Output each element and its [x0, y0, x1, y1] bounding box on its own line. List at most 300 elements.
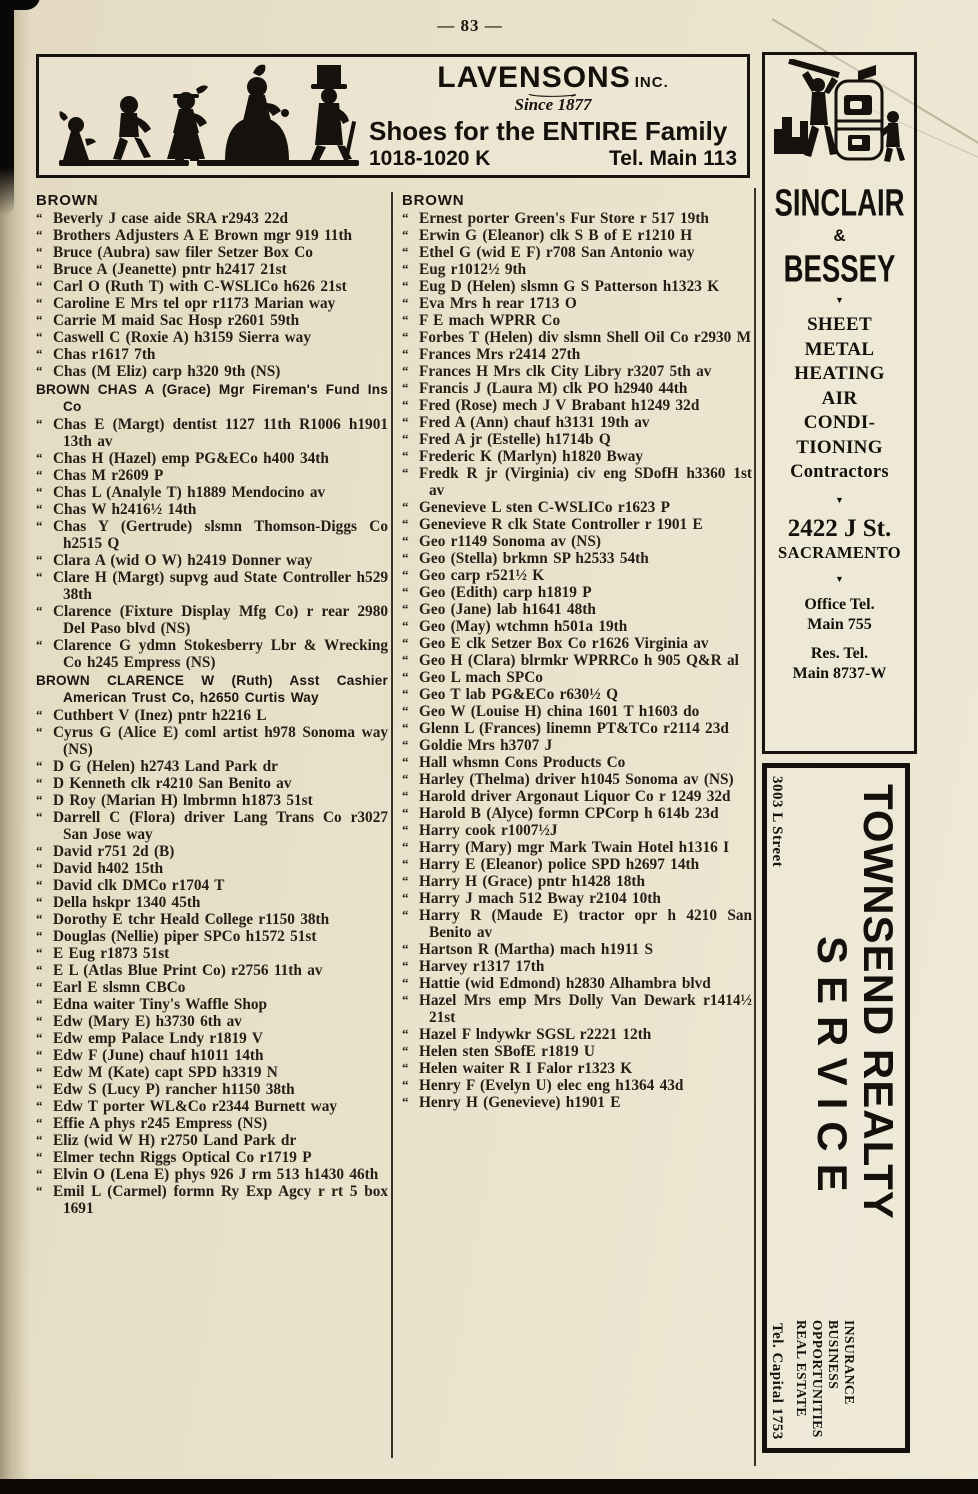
entry-text: Harold driver Argonaut Liquor Co r 1249 32d — [419, 788, 731, 805]
ditto-mark: “ — [36, 707, 43, 722]
ditto-mark: “ — [402, 465, 409, 480]
ditto-mark: “ — [402, 278, 409, 293]
directory-entry — [402, 788, 752, 805]
entry-text: Helen waiter R I Falor r1323 K — [419, 1060, 633, 1077]
directory-entry — [402, 550, 752, 567]
directory-entry — [402, 839, 752, 856]
ditto-mark: “ — [402, 567, 409, 582]
entry-text: Ernest porter Green's Fur Store r 517 19th — [419, 210, 709, 227]
entry-text: Glenn L (Frances) linemn PT&TCo r2114 23d — [419, 720, 729, 737]
directory-entry — [402, 890, 752, 907]
ditto-mark: “ — [36, 227, 43, 242]
office-telephone — [765, 595, 914, 635]
directory-entry — [36, 603, 388, 637]
entry-text: Chas r1617 7th — [53, 346, 156, 363]
service-line: TIONING — [796, 436, 883, 458]
directory-entry — [36, 928, 388, 945]
ditto-mark: “ — [402, 363, 409, 378]
entry-text: Clarence G ydmn Stokesberry Lbr & Wrecking Co h245 Empress (NS) — [53, 637, 388, 671]
surname-header: BROWN — [402, 192, 465, 209]
directory-entry — [402, 431, 752, 448]
sinclair-services — [765, 313, 914, 485]
directory-entry — [402, 958, 752, 975]
ditto-mark: “ — [402, 890, 409, 905]
entry-text: Beverly J case aide SRA r2943 22d — [53, 210, 289, 227]
directory-entry — [402, 703, 752, 720]
sinclair-city: SACRAMENTO — [778, 543, 901, 562]
ditto-mark: “ — [36, 1064, 43, 1079]
directory-entry — [36, 1030, 388, 1047]
ditto-mark: “ — [36, 979, 43, 994]
entry-text: D G (Helen) h2743 Land Park dr — [53, 758, 278, 775]
surname-header: BROWN — [36, 192, 99, 209]
directory-entry-bold — [36, 382, 388, 415]
entry-text: Henry F (Evelyn U) elec eng h1364 43d — [419, 1077, 684, 1094]
entry-text: Fred A (Ann) chauf h3131 19th av — [419, 414, 650, 431]
directory-entry — [36, 1149, 388, 1166]
ditto-mark: “ — [402, 839, 409, 854]
ditto-mark: “ — [36, 467, 43, 482]
entry-text: BROWN CLARENCE W (Ruth) Asst Cashier American Trust Co, h2650 Curtis Way — [36, 673, 388, 705]
ditto-mark: “ — [36, 278, 43, 293]
entry-text: David clk DMCo r1704 T — [53, 877, 225, 894]
ditto-mark: “ — [36, 843, 43, 858]
townsend-phone: Tel. Capital 1753 — [769, 1323, 785, 1440]
entry-text: Bruce (Aubra) saw filer Setzer Box Co — [53, 244, 313, 261]
directory-entry — [402, 567, 752, 584]
entry-text: Clara A (wid O W) h2419 Donner way — [53, 552, 313, 569]
directory-entry — [402, 584, 752, 601]
entry-text: Geo T lab PG&ECo r630½ Q — [419, 686, 619, 703]
entry-text: Eliz (wid W H) r2750 Land Park dr — [53, 1132, 297, 1149]
ditto-mark: “ — [402, 210, 409, 225]
entry-text: Chas H (Hazel) emp PG&ECo h400 34th — [53, 450, 329, 467]
directory-entry — [402, 907, 752, 941]
ditto-mark: “ — [402, 346, 409, 361]
entry-text: Goldie Mrs h3707 J — [419, 737, 553, 754]
lavensons-phone: Tel. Main 113 — [609, 147, 737, 170]
entry-text: Caswell C (Roxie A) h3159 Sierra way — [53, 329, 311, 346]
directory-entry — [402, 669, 752, 686]
ditto-mark: “ — [36, 945, 43, 960]
ditto-mark: “ — [402, 992, 409, 1007]
directory-entry — [402, 1060, 752, 1077]
lavensons-shoes-ad — [36, 54, 750, 178]
directory-entry — [402, 873, 752, 890]
scan-bottom-black-bar — [0, 1479, 978, 1494]
ditto-mark: “ — [36, 261, 43, 276]
ditto-mark: “ — [36, 1149, 43, 1164]
ditto-mark: “ — [402, 1094, 409, 1109]
down-triangle-icon: ▼ — [835, 574, 844, 584]
entry-text: Edw F (June) chauf h1011 14th — [53, 1047, 264, 1064]
ditto-mark: “ — [36, 792, 43, 807]
directory-entry — [36, 945, 388, 962]
ditto-mark: “ — [402, 618, 409, 633]
entry-text: Earl E slsmn CBCo — [53, 979, 186, 996]
directory-entry — [402, 312, 752, 329]
directory-entry — [36, 1166, 388, 1183]
directory-entry — [36, 346, 388, 363]
directory-entry — [402, 992, 752, 1026]
ditto-mark: “ — [36, 1081, 43, 1096]
ditto-mark: “ — [36, 1166, 43, 1181]
ditto-mark: “ — [36, 484, 43, 499]
directory-entry — [36, 416, 388, 450]
directory-entry — [36, 278, 388, 295]
ditto-mark: “ — [402, 244, 409, 259]
bessey-name: BESSEY — [783, 249, 896, 291]
office-tel-label: Office Tel. — [804, 596, 875, 613]
directory-entry — [36, 877, 388, 894]
category-line: INSURANCE — [842, 1320, 857, 1405]
ampersand: & — [833, 226, 846, 245]
ditto-mark: “ — [36, 363, 43, 378]
down-triangle-icon: ▼ — [835, 495, 844, 505]
ditto-mark: “ — [36, 346, 43, 361]
directory-entry — [36, 1183, 388, 1217]
directory-entry — [402, 754, 752, 771]
book-gutter-shadow — [0, 0, 30, 1494]
ditto-mark: “ — [402, 686, 409, 701]
sinclair-bessey-ad — [762, 52, 917, 754]
ditto-mark: “ — [402, 635, 409, 650]
ditto-mark: “ — [402, 227, 409, 242]
ditto-mark: “ — [36, 1098, 43, 1113]
directory-entry — [36, 1098, 388, 1115]
entry-text: Edw S (Lucy P) rancher h1150 38th — [53, 1081, 295, 1098]
directory-entry — [36, 569, 388, 603]
entry-text: David h402 15th — [53, 860, 164, 877]
service-line: HEATING — [794, 363, 885, 384]
lavensons-tagline: Shoes for the ENTIRE Family — [369, 116, 728, 146]
directory-entry — [36, 1064, 388, 1081]
directory-entry — [36, 1047, 388, 1064]
sinclair-address: 2422 J St. — [787, 515, 892, 542]
ditto-mark: “ — [36, 552, 43, 567]
entry-text: Harry (Mary) mgr Mark Twain Hotel h1316 I — [419, 839, 730, 856]
service-line: SHEET — [807, 314, 872, 335]
entry-text: Edw M (Kate) capt SPD h3319 N — [53, 1064, 278, 1081]
ditto-mark: “ — [36, 416, 43, 431]
directory-entry — [402, 975, 752, 992]
ditto-mark: “ — [402, 958, 409, 973]
entry-text: Genevieve R clk State Controller r 1901 E — [419, 516, 703, 533]
entry-text: Harry E (Eleanor) police SPD h2697 14th — [419, 856, 700, 873]
ditto-mark: “ — [36, 501, 43, 516]
directory-entry — [36, 1115, 388, 1132]
ditto-mark: “ — [36, 724, 43, 739]
ditto-mark: “ — [402, 669, 409, 684]
directory-entry — [402, 686, 752, 703]
ditto-mark: “ — [402, 414, 409, 429]
service-line: CONDI- — [803, 412, 876, 433]
column-divider-rule — [391, 192, 393, 1458]
ditto-mark: “ — [402, 499, 409, 514]
townsend-name: TOWNSEND REALTY — [855, 784, 902, 1220]
entry-text: Geo carp r521½ K — [419, 567, 545, 584]
directory-entry — [36, 707, 388, 724]
category-line: BUSINESS — [826, 1320, 841, 1390]
ditto-mark: “ — [36, 569, 43, 584]
entry-text: Clare H (Margt) supvg aud State Controller h529 38th — [53, 569, 388, 603]
entry-text: Forbes T (Helen) div slsmn Shell Oil Co r2930 M — [419, 329, 752, 346]
directory-entry — [402, 499, 752, 516]
entry-text: D Kenneth clk r4210 San Benito av — [53, 775, 292, 792]
entry-text: Hazel F lndywkr SGSL r2221 12th — [419, 1026, 652, 1043]
entry-text: Chas Y (Gertrude) slsmn Thomson-Diggs Co h2515 Q — [53, 518, 388, 552]
entry-text: Douglas (Nellie) piper SPCo h1572 51st — [53, 928, 317, 945]
ditto-mark: “ — [402, 312, 409, 327]
ditto-mark: “ — [36, 1030, 43, 1045]
directory-entry — [402, 346, 752, 363]
ditto-mark: “ — [36, 637, 43, 652]
directory-entry — [402, 533, 752, 550]
entry-text: Chas (M Eliz) carp h320 9th (NS) — [53, 363, 281, 380]
directory-entry-bold — [36, 673, 388, 706]
entry-text: Caroline E Mrs tel opr r1173 Marian way — [53, 295, 336, 312]
ditto-mark: “ — [402, 856, 409, 871]
ditto-mark: “ — [402, 771, 409, 786]
entry-text: Edna waiter Tiny's Waffle Shop — [53, 996, 267, 1013]
entry-text: Hazel Mrs emp Mrs Dolly Van Dewark r1414½ 21st — [419, 992, 752, 1026]
directory-entry — [36, 1013, 388, 1030]
entry-text: Brothers Adjusters A E Brown mgr 919 11th — [53, 227, 353, 244]
sinclair-name: SINCLAIR — [774, 183, 905, 225]
entry-text: Edw T porter WL&Co r2344 Burnett way — [53, 1098, 338, 1115]
entry-text: Chas E (Margt) dentist 1127 11th R1006 h1901 13th av — [53, 416, 388, 450]
entry-text: Geo L mach SPCo — [419, 669, 543, 686]
ditto-mark: “ — [402, 737, 409, 752]
ditto-mark: “ — [402, 261, 409, 276]
directory-entry — [36, 227, 388, 244]
directory-entry — [36, 312, 388, 329]
entry-text: Harry J mach 512 Bway r2104 10th — [419, 890, 661, 907]
directory-entry — [36, 911, 388, 928]
directory-entry — [402, 210, 752, 227]
directory-entry — [402, 1094, 752, 1111]
entry-text: Dorothy E tchr Heald College r1150 38th — [53, 911, 330, 928]
directory-entry — [402, 1026, 752, 1043]
entry-text: Francis J (Laura M) clk PO h2940 44th — [419, 380, 688, 397]
directory-entry — [36, 518, 388, 552]
ditto-mark: “ — [402, 397, 409, 412]
ditto-mark: “ — [402, 720, 409, 735]
townsend-realty-ad — [762, 763, 910, 1453]
entry-text: Edw (Mary E) h3730 6th av — [53, 1013, 242, 1030]
directory-entry — [36, 1132, 388, 1149]
entry-text: Darrell C (Flora) driver Lang Trans Co r3027 San Jose way — [53, 809, 388, 843]
entry-text: Geo r1149 Sonoma av (NS) — [419, 533, 601, 550]
entry-text: Cuthbert V (Inez) pntr h2216 L — [53, 707, 267, 724]
entry-text: Geo E clk Setzer Box Co r1626 Virginia av — [419, 635, 709, 652]
directory-entry — [402, 652, 752, 669]
directory-entry — [402, 771, 752, 788]
directory-entry — [36, 775, 388, 792]
scan-corner-shadow — [0, 0, 40, 10]
entry-text: Effie A phys r245 Empress (NS) — [53, 1115, 268, 1132]
ditto-mark: “ — [36, 603, 43, 618]
directory-entry — [36, 484, 388, 501]
entry-text: Geo (Stella) brkmn SP h2533 54th — [419, 550, 649, 567]
directory-entry — [402, 329, 752, 346]
service-line: METAL — [804, 338, 875, 360]
ditto-mark: “ — [36, 894, 43, 909]
ditto-mark: “ — [402, 1026, 409, 1041]
entry-text: Fredk R jr (Virginia) civ eng SDofH h3360 1st av — [419, 465, 752, 499]
down-triangle-icon: ▼ — [835, 295, 844, 305]
directory-entry — [402, 601, 752, 618]
entry-text: Genevieve L sten C-WSLICo r1623 P — [419, 499, 670, 516]
entry-text: Helen sten SBofE r1819 U — [419, 1043, 595, 1060]
directory-entry — [36, 261, 388, 278]
ditto-mark: “ — [402, 788, 409, 803]
directory-entry — [36, 363, 388, 380]
directory-entry — [402, 278, 752, 295]
ditto-mark: “ — [36, 996, 43, 1011]
entry-text: E Eug r1873 51st — [53, 945, 170, 962]
directory-entry — [402, 856, 752, 873]
entry-text: Geo (May) wtchmn h501a 19th — [419, 618, 628, 635]
directory-entry — [36, 962, 388, 979]
ditto-mark: “ — [36, 962, 43, 977]
ditto-mark: “ — [402, 516, 409, 531]
office-tel-number: Main 755 — [807, 616, 872, 633]
directory-entry — [402, 465, 752, 499]
entry-text: Eug r1012½ 9th — [419, 261, 527, 278]
ditto-mark: “ — [36, 1047, 43, 1062]
ditto-mark: “ — [36, 518, 43, 533]
directory-entry — [402, 822, 752, 839]
ditto-mark: “ — [402, 533, 409, 548]
ditto-mark: “ — [402, 873, 409, 888]
category-line: OPPORTUNITIES — [810, 1320, 825, 1438]
directory-entry — [36, 979, 388, 996]
directory-entry — [402, 261, 752, 278]
directory-entry — [36, 724, 388, 758]
directory-entry — [402, 397, 752, 414]
ditto-mark: “ — [402, 907, 409, 922]
entry-text: Harry cook r1007½J — [419, 822, 558, 839]
ditto-mark: “ — [402, 380, 409, 395]
townsend-address: 3003 L Street — [769, 776, 785, 868]
entry-text: Hall whsmn Cons Products Co — [419, 754, 626, 771]
directory-entry — [402, 635, 752, 652]
directory-entry — [36, 1081, 388, 1098]
ditto-mark: “ — [36, 450, 43, 465]
lavensons-contact-row — [369, 147, 737, 171]
entry-text: Geo (Jane) lab h1641 48th — [419, 601, 596, 618]
ditto-mark: “ — [36, 1115, 43, 1130]
entry-text: Eva Mrs h rear 1713 O — [419, 295, 577, 312]
directory-entry — [36, 860, 388, 877]
ditto-mark: “ — [36, 775, 43, 790]
lavensons-since: Since 1877 — [514, 95, 592, 114]
category-line: REAL ESTATE — [794, 1320, 809, 1418]
entry-text: Harold B (Alyce) formn CPCorp h 614b 23d — [419, 805, 719, 822]
directory-entry — [402, 414, 752, 431]
entry-text: Hattie (wid Edmond) h2830 Alhambra blvd — [419, 975, 711, 992]
res-tel-label: Res. Tel. — [810, 645, 869, 662]
lavensons-logo-inc: INC. — [634, 74, 669, 91]
directory-entry — [36, 843, 388, 860]
ditto-mark: “ — [36, 860, 43, 875]
ditto-mark: “ — [402, 1077, 409, 1092]
ditto-mark: “ — [402, 431, 409, 446]
directory-entry — [36, 792, 388, 809]
entry-text: E L (Atlas Blue Print Co) r2756 11th av — [53, 962, 323, 979]
entry-text: Elmer techn Riggs Optical Co r1719 P — [53, 1149, 312, 1166]
directory-entry — [402, 448, 752, 465]
page-number: — 83 — — [437, 16, 503, 35]
ditto-mark: “ — [36, 295, 43, 310]
directory-entry — [36, 894, 388, 911]
ditto-mark: “ — [402, 941, 409, 956]
directory-entry — [36, 552, 388, 569]
entry-text: Ethel G (wid E F) r708 San Antonio way — [419, 244, 695, 261]
entry-text: Elvin O (Lena E) phys 926 J rm 513 h1430 46th — [53, 1166, 379, 1183]
entry-text: Chas M r2609 P — [53, 467, 164, 484]
furnace-installation-illustration — [772, 59, 908, 189]
directory-entry — [402, 380, 752, 397]
service-line: AIR — [821, 387, 858, 409]
ditto-mark: “ — [36, 210, 43, 225]
directory-entry — [36, 244, 388, 261]
ditto-mark: “ — [36, 312, 43, 327]
entry-text: Edw emp Palace Lndy r1819 V — [53, 1030, 263, 1047]
ditto-mark: “ — [36, 877, 43, 892]
directory-entry — [402, 295, 752, 312]
directory-entry — [36, 329, 388, 346]
entry-text: Geo W (Louise H) china 1601 T h1603 do — [419, 703, 700, 720]
entry-text: Clarence (Fixture Display Mfg Co) r rear 2980 Del Paso blvd (NS) — [53, 603, 388, 637]
entry-text: Geo (Edith) carp h1819 P — [419, 584, 592, 601]
ditto-mark: “ — [36, 244, 43, 259]
entry-text: Della hskpr 1340 45th — [53, 894, 201, 911]
ditto-mark: “ — [36, 809, 43, 824]
lavensons-ad-text — [369, 57, 747, 175]
ditto-mark: “ — [402, 975, 409, 990]
directory-entry — [36, 295, 388, 312]
townsend-service: SERVICE — [809, 936, 856, 1204]
entry-text: Hartson R (Martha) mach h1911 S — [419, 941, 653, 958]
ditto-mark: “ — [402, 584, 409, 599]
ditto-mark: “ — [36, 329, 43, 344]
ditto-mark: “ — [36, 1013, 43, 1028]
directory-entry — [402, 805, 752, 822]
entry-text: Bruce A (Jeanette) pntr h2417 21st — [53, 261, 287, 278]
directory-entry — [402, 1077, 752, 1094]
directory-entry — [36, 450, 388, 467]
ditto-mark: “ — [402, 601, 409, 616]
entry-text: Emil L (Carmel) formn Ry Exp Agcy r rt 5 box 1691 — [53, 1183, 388, 1217]
ditto-mark: “ — [36, 758, 43, 773]
entry-text: Harry R (Maude E) tractor opr h 4210 San Benito av — [419, 907, 752, 941]
directory-column-left — [36, 192, 388, 1462]
ditto-mark: “ — [36, 1132, 43, 1147]
entry-text: Frances H Mrs clk City Libry r3207 5th av — [419, 363, 712, 380]
directory-entry — [36, 467, 388, 484]
directory-entry — [402, 516, 752, 533]
entry-text: Eug D (Helen) slsmn G S Patterson h1323 K — [419, 278, 720, 295]
entry-text: Geo H (Clara) blrmkr WPRRCo h 905 Q&R al — [419, 652, 739, 669]
family-silhouettes-illustration — [49, 61, 369, 171]
ditto-mark: “ — [402, 1060, 409, 1075]
entry-text: Harvey r1317 17th — [419, 958, 545, 975]
ditto-mark: “ — [402, 1043, 409, 1058]
directory-entry — [402, 941, 752, 958]
directory-entry — [36, 758, 388, 775]
